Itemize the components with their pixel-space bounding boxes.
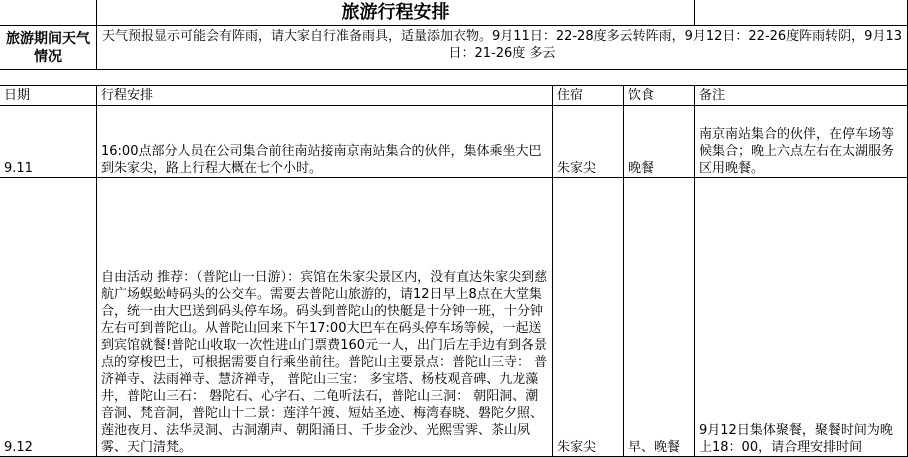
schedule-text: 自由活动 推荐：（普陀山一日游）：宾馆在朱家尖景区内，没有直达朱家尖到慈航广场蜈蚣峙码头的公交车。需要去普陀山旅游的，请12日早上8点在大堂集合，统一由大巴送到码头停车场。码头到普陀山的快艇是十分钟一班，十分钟左右可到普陀山。从普陀山回来下午17:00大巴车在码头停车场等候，一起送到宾馆就餐!普陀山收取一次性进山门票费160元一人，出门后左手边有到各景点的穿梭巴士，可根据需要自行乘坐前往。普陀山主要景点：普陀山三寺： 普济禅寺、法雨禅寺、慧济禅寺， 普陀山三宝： 多宝塔、杨枝观音碑、九龙藻井，普陀山三石： 磐陀石、心字石、二龟听法石，普陀山三洞： 朝阳洞、潮音洞、梵音洞，普陀山十二景：莲洋午渡、短姑圣迹、梅湾春晓、磐陀夕照、莲池夜月、法华灵洞、古洞潮声、朝阳涌日、千步金沙、光熙雪霁、茶山夙雾、天门清梵。: [101, 270, 548, 455]
table-row-schedule: [97, 178, 553, 457]
table-row-date: [0, 106, 97, 178]
header-meals: 饮食: [624, 86, 695, 106]
notes-text: 南京南站集合的伙伴，在停车场等候集合；晚上六点左右在太湖服务区用晚餐。: [699, 127, 895, 176]
table-row-notes: [695, 178, 908, 457]
header-lodging: 住宿: [553, 86, 624, 106]
schedule-text: 16:00点部分人员在公司集合前往南站接南京南站集合的伙伴，集体乘坐大巴到朱家尖，路上行程大概在七个小时。: [101, 144, 542, 176]
header-notes: 备注: [695, 86, 908, 106]
table-row-schedule: [97, 106, 553, 178]
lodging-value: 朱家尖: [557, 161, 597, 176]
blank-row: [0, 70, 908, 86]
header-schedule: 行程安排: [97, 86, 553, 106]
weather-label-text: 旅游期间天气情况: [6, 30, 90, 65]
table-row-meals: [624, 178, 695, 457]
table-row-meals: [624, 106, 695, 178]
table-row-date: [0, 178, 97, 457]
meals-value: 晚餐: [628, 161, 655, 176]
table-row-notes: [695, 106, 908, 178]
meals-value: 早、晚餐: [628, 440, 681, 455]
lodging-value: 朱家尖: [557, 440, 597, 455]
blank-cell: [695, 0, 908, 26]
notes-text: 9月12日集体聚餐，聚餐时间为晚上18：00，请合理安排时间: [699, 423, 893, 455]
date-value: 9.11: [4, 161, 33, 176]
page-title: 旅游行程安排: [97, 0, 695, 26]
date-value: 9.12: [4, 440, 33, 455]
weather-info: 天气预报显示可能会有阵雨，请大家自行准备雨具，适量添加衣物。9月11日：22-28度多云转阵雨，9月12日：22-26度阵雨转阴，9月13日：21-26度 多云: [97, 26, 908, 70]
table-row-lodging: [553, 106, 624, 178]
header-date: 日期: [0, 86, 97, 106]
table-row-lodging: [553, 178, 624, 457]
blank-cell: [0, 0, 97, 26]
weather-label: [0, 26, 97, 70]
